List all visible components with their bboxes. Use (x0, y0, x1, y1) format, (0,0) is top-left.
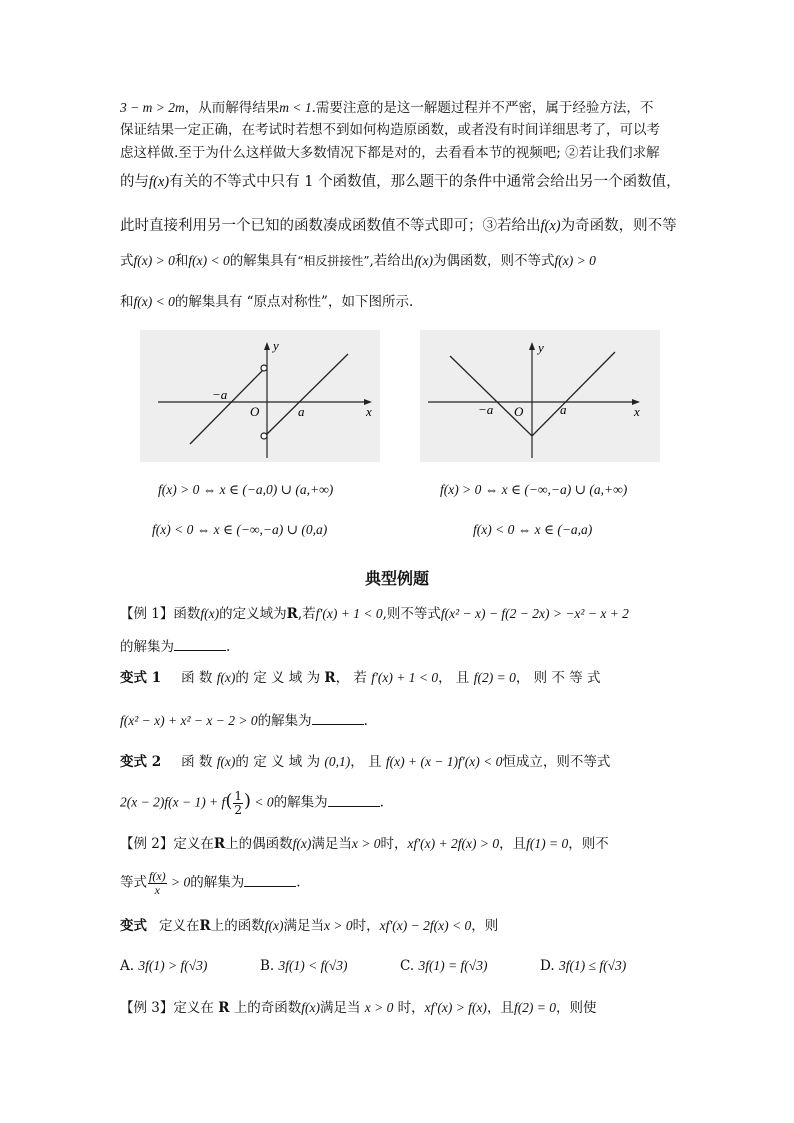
math-expr: 3 − m > 2m (120, 100, 185, 115)
variant-2-line-1: 变式 2 函 数 f(x)的 定 义 域 为 (0,1)， 且 f(x) + (x − 1)f′(x) < 0恒成立，则不等式 (120, 754, 611, 770)
x-axis-label: x (366, 404, 372, 419)
answer-blank[interactable] (244, 874, 296, 887)
intro-line-2: 保证结果一定正确，在考试时若想不到如何构造原函数，或者没有时间详细思考了，可以考 (120, 122, 660, 138)
variant-3-line-1: 变式 定义在R上的函数f(x)满足当x > 0时，xf′(x) − 2f(x) < 0，则 (120, 918, 499, 934)
variant-2-line-2: 2(x − 2)f(x − 1) + f( $\frac{1}{2}$ ) < 0的解集为 . (120, 789, 384, 817)
odd-function-graph (140, 330, 380, 462)
example-2-line-1: 【例 2】定义在R上的偶函数f(x)满足当x > 0时，xf′(x) + 2f(x) > 0，且f(1) = 0，则不 (120, 836, 609, 852)
example-tag: 【例 2】 (120, 836, 174, 852)
fraction: $\frac{f(x)}{x}$ (149, 869, 166, 897)
example-1-line-1: 【例 1】函数f(x)的定义域为R,若f′(x) + 1 < 0,则不等式f(x² − x) − f(2 − 2x) > −x² − x + 2 (120, 606, 629, 622)
answer-blank[interactable] (174, 638, 226, 651)
example-tag: 【例 3】 (120, 1000, 174, 1016)
choice-b[interactable]: B. 3f(1) < f(√3) (260, 958, 348, 974)
choice-c[interactable]: C. 3f(1) = f(√3) (400, 958, 488, 974)
intro-line-4: 的与f(x)有关的不等式中只有 1 个函数值，那么题干的条件中通常会给出另一个函数值， (120, 174, 681, 190)
origin-label: O (514, 404, 524, 419)
variant-1-line-1: 变式 1 函 数 f(x)的 定 义 域 为 R， 若 f′(x) + 1 < 0， 且 f(2) = 0， 则 不 等 式 (120, 670, 601, 686)
variant-tag: 变式 2 (120, 754, 162, 770)
intro-line-6: 式f(x) > 0和f(x) < 0的解集具有“相反拼接性”,若给出f(x)为偶函数，则不等式f(x) > 0 (120, 253, 596, 269)
intro-line-3: 虑这样做.至于为什么这样做大多数情况下都是对的，去看看本节的视频吧; ②若让我们求解 (120, 145, 660, 161)
variant-tag: 变式 1 (120, 670, 162, 686)
intro-line-7: 和f(x) < 0的解集具有 “原点对称性”，如下图所示. (120, 294, 414, 310)
choice-a[interactable]: A. 3f(1) > f(√3) (120, 958, 208, 974)
section-title: 典型例题 (364, 569, 429, 588)
odd-positive-caption: f(x) > 0 ⇔ x ∈ (−a,0) ∪ (a,+∞) (158, 482, 334, 497)
even-negative-caption: f(x) < 0 ⇔ x ∈ (−a,a) (473, 522, 593, 537)
neg-a-label: −a (212, 387, 228, 402)
x-axis-label: x (634, 404, 640, 419)
fraction: $\frac{1}{2}$ (234, 789, 242, 817)
example-3-line-1: 【例 3】定义在 R 上的奇函数f(x)满足当 x > 0 时，xf′(x) > f(x)，且f(2) = 0，则使 (120, 1000, 597, 1016)
y-axis-label: y (273, 338, 279, 353)
variant-1-line-2: f(x² − x) + x² − x − 2 > 0的解集为 . (120, 713, 368, 729)
example-2-line-2: 等式 $\frac{f(x)}{x}$ > 0的解集为 . (120, 869, 301, 897)
a-label: a (560, 402, 567, 417)
example-1-line-2: 的解集为 . (120, 639, 231, 655)
intro-line-5: 此时直接利用另一个已知的函数凑成函数值不等式即可；③若给出f(x)为奇函数，则不等 (120, 218, 677, 234)
even-positive-caption: f(x) > 0 ⇔ x ∈ (−∞,−a) ∪ (a,+∞) (440, 482, 628, 497)
answer-blank[interactable] (328, 794, 380, 807)
answer-blank[interactable] (312, 712, 364, 725)
origin-label: O (250, 404, 260, 419)
even-function-graph (420, 330, 660, 462)
choice-d[interactable]: D. 3f(1) ≤ f(√3) (540, 958, 627, 974)
odd-negative-caption: f(x) < 0 ⇔ x ∈ (−∞,−a) ∪ (0,a) (152, 522, 328, 537)
y-axis-label: y (538, 340, 544, 355)
intro-line-1: 3 − m > 2m，从而解得结果m < 1.需要注意的是这一解题过程并不严密，属于经验方法，不 (120, 100, 654, 116)
neg-a-label: −a (478, 402, 494, 417)
example-tag: 【例 1】 (120, 606, 174, 622)
variant-tag: 变式 (120, 918, 147, 934)
a-label: a (298, 404, 305, 419)
